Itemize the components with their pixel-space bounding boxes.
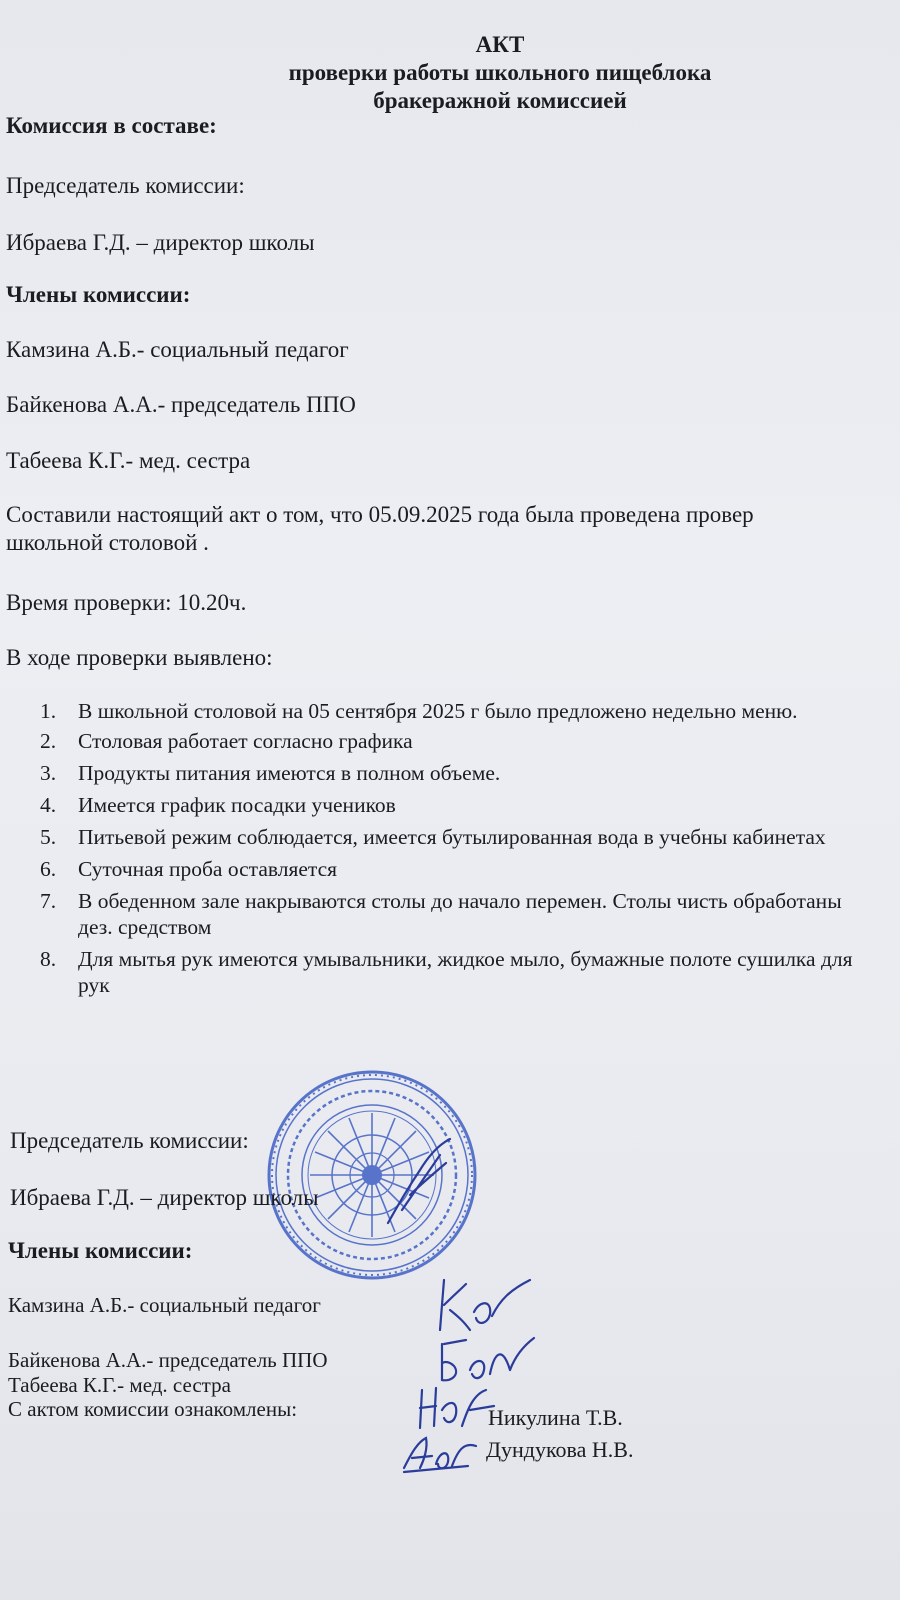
list-number: 3. — [40, 761, 57, 785]
document-subtitle-line1: проверки работы школьного пищеблока — [288, 60, 712, 85]
list-item — [40, 792, 900, 818]
list-number: 6. — [40, 857, 57, 881]
list-text: Продукты питания имеются в полном объеме. — [78, 761, 501, 785]
sig-chairman-name: Ибраева Г.Д. – директор школы — [10, 1185, 319, 1210]
sig-member-1: Камзина А.Б.- социальный педагог — [8, 1293, 321, 1317]
list-text: Имеется график посадки учеников — [78, 793, 396, 817]
list-text: Столовая работает согласно графика — [78, 729, 413, 753]
list-item — [40, 888, 900, 940]
acknowledged-label: С актом комиссии ознакомлены: — [8, 1397, 298, 1421]
chairman-label: Председатель комиссии: — [6, 173, 245, 198]
findings-heading: В ходе проверки выявлено: — [6, 645, 273, 670]
list-number: 5. — [40, 825, 57, 849]
sig-members-heading: Члены комиссии: — [8, 1238, 193, 1263]
statement-line2: школьной столовой . — [6, 530, 209, 555]
document-title: АКТ — [475, 32, 525, 57]
acknowledged-person-1: Никулина Т.В. — [488, 1405, 623, 1430]
findings-list — [40, 699, 900, 998]
chairman-name: Ибраева Г.Д. – директор школы — [6, 230, 315, 255]
commission-heading: Комиссия в составе: — [6, 113, 217, 138]
check-time: Время проверки: 10.20ч. — [6, 590, 247, 615]
member-2: Байкенова А.А.- председатель ППО — [6, 392, 356, 417]
list-item — [40, 824, 900, 850]
list-item — [40, 728, 900, 754]
sig-member-2: Байкенова А.А.- председатель ППО — [8, 1348, 328, 1372]
list-number: 8. — [40, 947, 57, 971]
list-number: 1. — [40, 699, 57, 723]
acknowledged-signature-icon — [398, 1428, 483, 1478]
list-text: Для мытья рук имеются умывальники, жидкое мыло, бумажные полоте сушилка для рук — [78, 947, 853, 997]
members-heading: Члены комиссии: — [6, 282, 191, 307]
member-1: Камзина А.Б.- социальный педагог — [6, 337, 349, 362]
list-item — [40, 698, 900, 724]
list-text: В школьной столовой на 05 сентября 2025 г было предложено недельно меню. — [78, 699, 798, 723]
list-item — [40, 946, 900, 998]
member-3-signature-icon — [412, 1380, 502, 1435]
list-text: В обеденном зале накрываются столы до начало перемен. Столы чисть обработаны дез. средством — [78, 889, 842, 939]
sig-member-3: Табеева К.Г.- мед. сестра — [8, 1373, 231, 1397]
list-number: 4. — [40, 793, 57, 817]
statement-line1: Составили настоящий акт о том, что 05.09.2025 года была проведена провер — [6, 502, 754, 527]
list-item — [40, 760, 900, 786]
acknowledged-person-2: Дундукова Н.В. — [486, 1437, 634, 1462]
list-text: Питьевой режим соблюдается, имеется бутылированная вода в учебны кабинетах — [78, 825, 826, 849]
document-subtitle-line2: бракеражной комиссией — [373, 88, 627, 113]
list-text: Суточная проба оставляется — [78, 857, 337, 881]
sig-chairman-label: Председатель комиссии: — [10, 1128, 249, 1153]
list-number: 2. — [40, 729, 57, 753]
chairman-signature-icon — [380, 1135, 460, 1230]
list-item — [40, 856, 900, 882]
member-3: Табеева К.Г.- мед. сестра — [6, 448, 251, 473]
list-number: 7. — [40, 889, 57, 913]
